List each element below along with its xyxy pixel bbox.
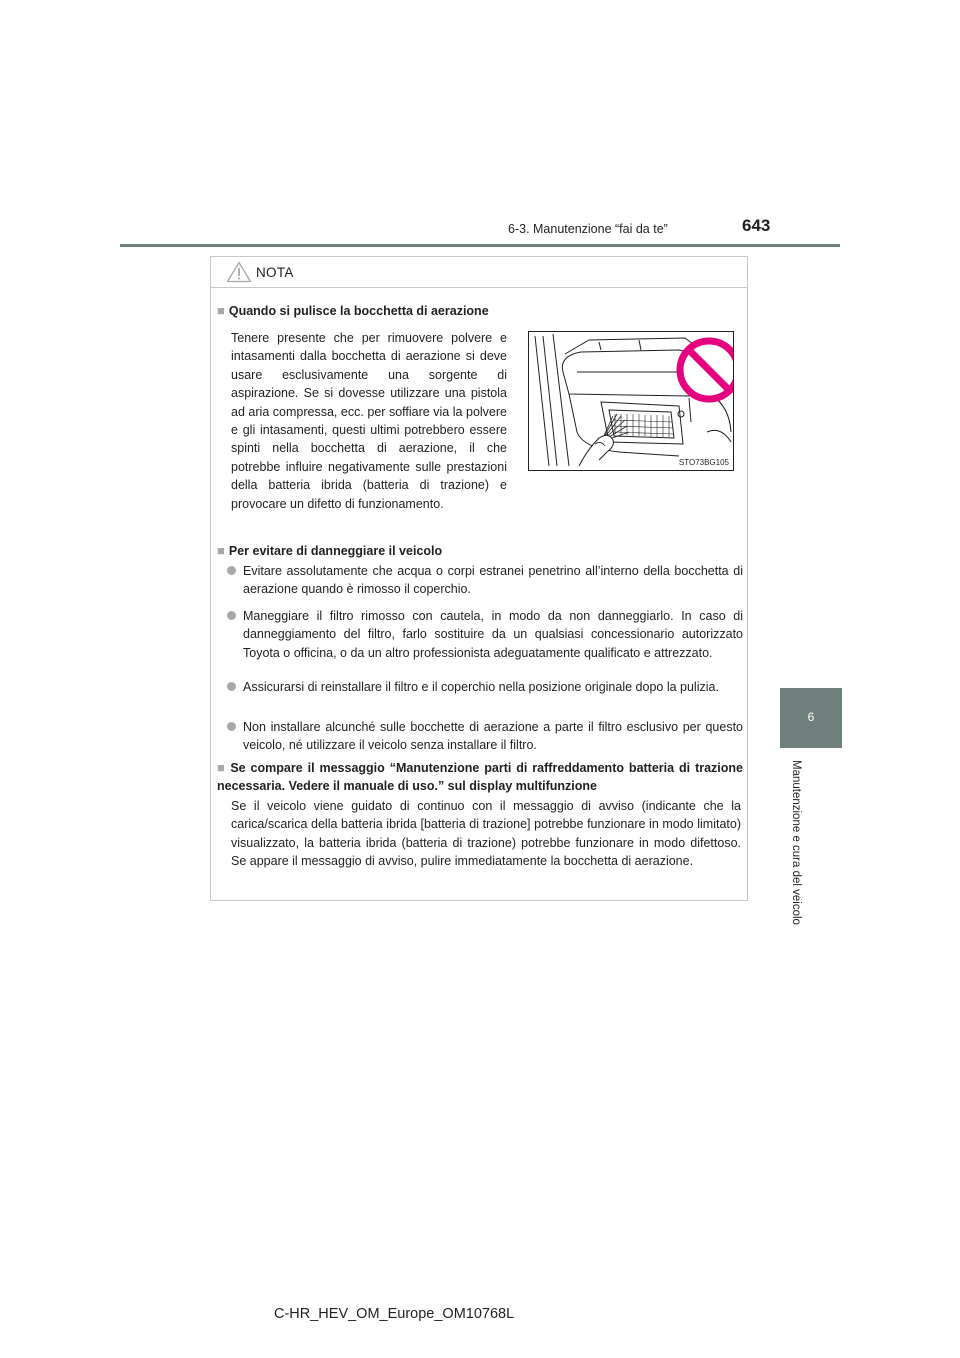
- chapter-tab: [780, 688, 842, 748]
- document-code: C-HR_HEV_OM_Europe_OM10768L: [274, 1306, 515, 1322]
- section-heading-prevent-damage: ■ Per evitare di danneggiare il veicolo: [217, 543, 443, 558]
- bullet-text: Evitare assolutamente che acqua o corpi estranei penetrino all’interno della bocchetta di aerazione quando è rimosso il coperchio.: [243, 564, 743, 597]
- section-header: 6-3. Manutenzione “fai da te”: [508, 222, 668, 236]
- chapter-side-label: Manutenzione e cura del veicolo: [790, 760, 802, 925]
- list-item: [227, 678, 743, 696]
- square-marker-icon: ■: [217, 760, 227, 775]
- figure-code: STO73BG105: [678, 458, 729, 467]
- note-header: [211, 257, 747, 288]
- bullet-text: Non installare alcunché sulle bocchette di aerazione a parte il filtro esclusivo per questo veicolo, né utilizzare il veicolo senza installare il filtro.: [243, 720, 743, 753]
- page-number: 643: [742, 216, 771, 235]
- list-item: [227, 718, 743, 755]
- section-heading-warning-message: ■ Se compare il messaggio “Manutenzione parti di raffreddamento batteria di trazione necessaria. Vedere il manuale di uso.” sul display multifunzione: [217, 760, 743, 793]
- bullet-text: Maneggiare il filtro rimosso con cautela, in modo da non danneggiarlo. In caso di danneggiamento del filtro, farlo sostituire da un qualsiasi concessionario autorizzato Toyota o officina, o da un altro professionista adeguatamente qualificato e attrezzato.: [243, 609, 743, 660]
- header-rule: [120, 244, 840, 247]
- prohibition-icon: [680, 341, 733, 399]
- note-box: [210, 256, 748, 901]
- circle-bullet-icon: [227, 682, 236, 691]
- list-item: [227, 607, 743, 662]
- circle-bullet-icon: [227, 611, 236, 620]
- list-item: [227, 562, 743, 599]
- warning-triangle-icon: [226, 261, 252, 288]
- circle-bullet-icon: [227, 566, 236, 575]
- section-heading-cleaning: ■ Quando si pulisce la bocchetta di aerazione: [217, 303, 489, 318]
- bullet-text: Assicurarsi di reinstallare il filtro e il coperchio nella posizione originale dopo la pulizia.: [243, 680, 719, 694]
- cleaning-paragraph: Tenere presente che per rimuovere polvere e intasamenti dalla bocchetta di aerazione si deve usare esclusivamente una sorgente di aspirazione. Se si dovesse utilizzare una pistola ad aria compressa, ecc. per soffiare via la polvere e gli intasamenti, questi ultimi potrebbero essere spinti nella bocchetta di aerazione, il che potrebbe influire negativamente sulle prestazioni della batteria ibrida (batteria di trazione) e provocare un difetto di funzionamento.: [231, 331, 507, 511]
- chapter-tab-number: 6: [807, 710, 815, 724]
- warning-message-paragraph: Se il veicolo viene guidato di continuo con il messaggio di avviso (indicante che la carica/scarica della batteria ibrida [batteria di trazione] potrebbe funzionare in modo limitato) visualizzato, la batteria ibrida (batteria di trazione) potrebbe funzionare in modo difettoso. Se appare il messaggio di avviso, pulire immediatamente la bocchetta di aerazione.: [231, 799, 741, 869]
- square-marker-icon: ■: [217, 303, 225, 318]
- square-marker-icon: ■: [217, 543, 225, 558]
- circle-bullet-icon: [227, 722, 236, 731]
- vent-cleaning-illustration: [528, 331, 734, 471]
- note-title: NOTA: [256, 265, 294, 280]
